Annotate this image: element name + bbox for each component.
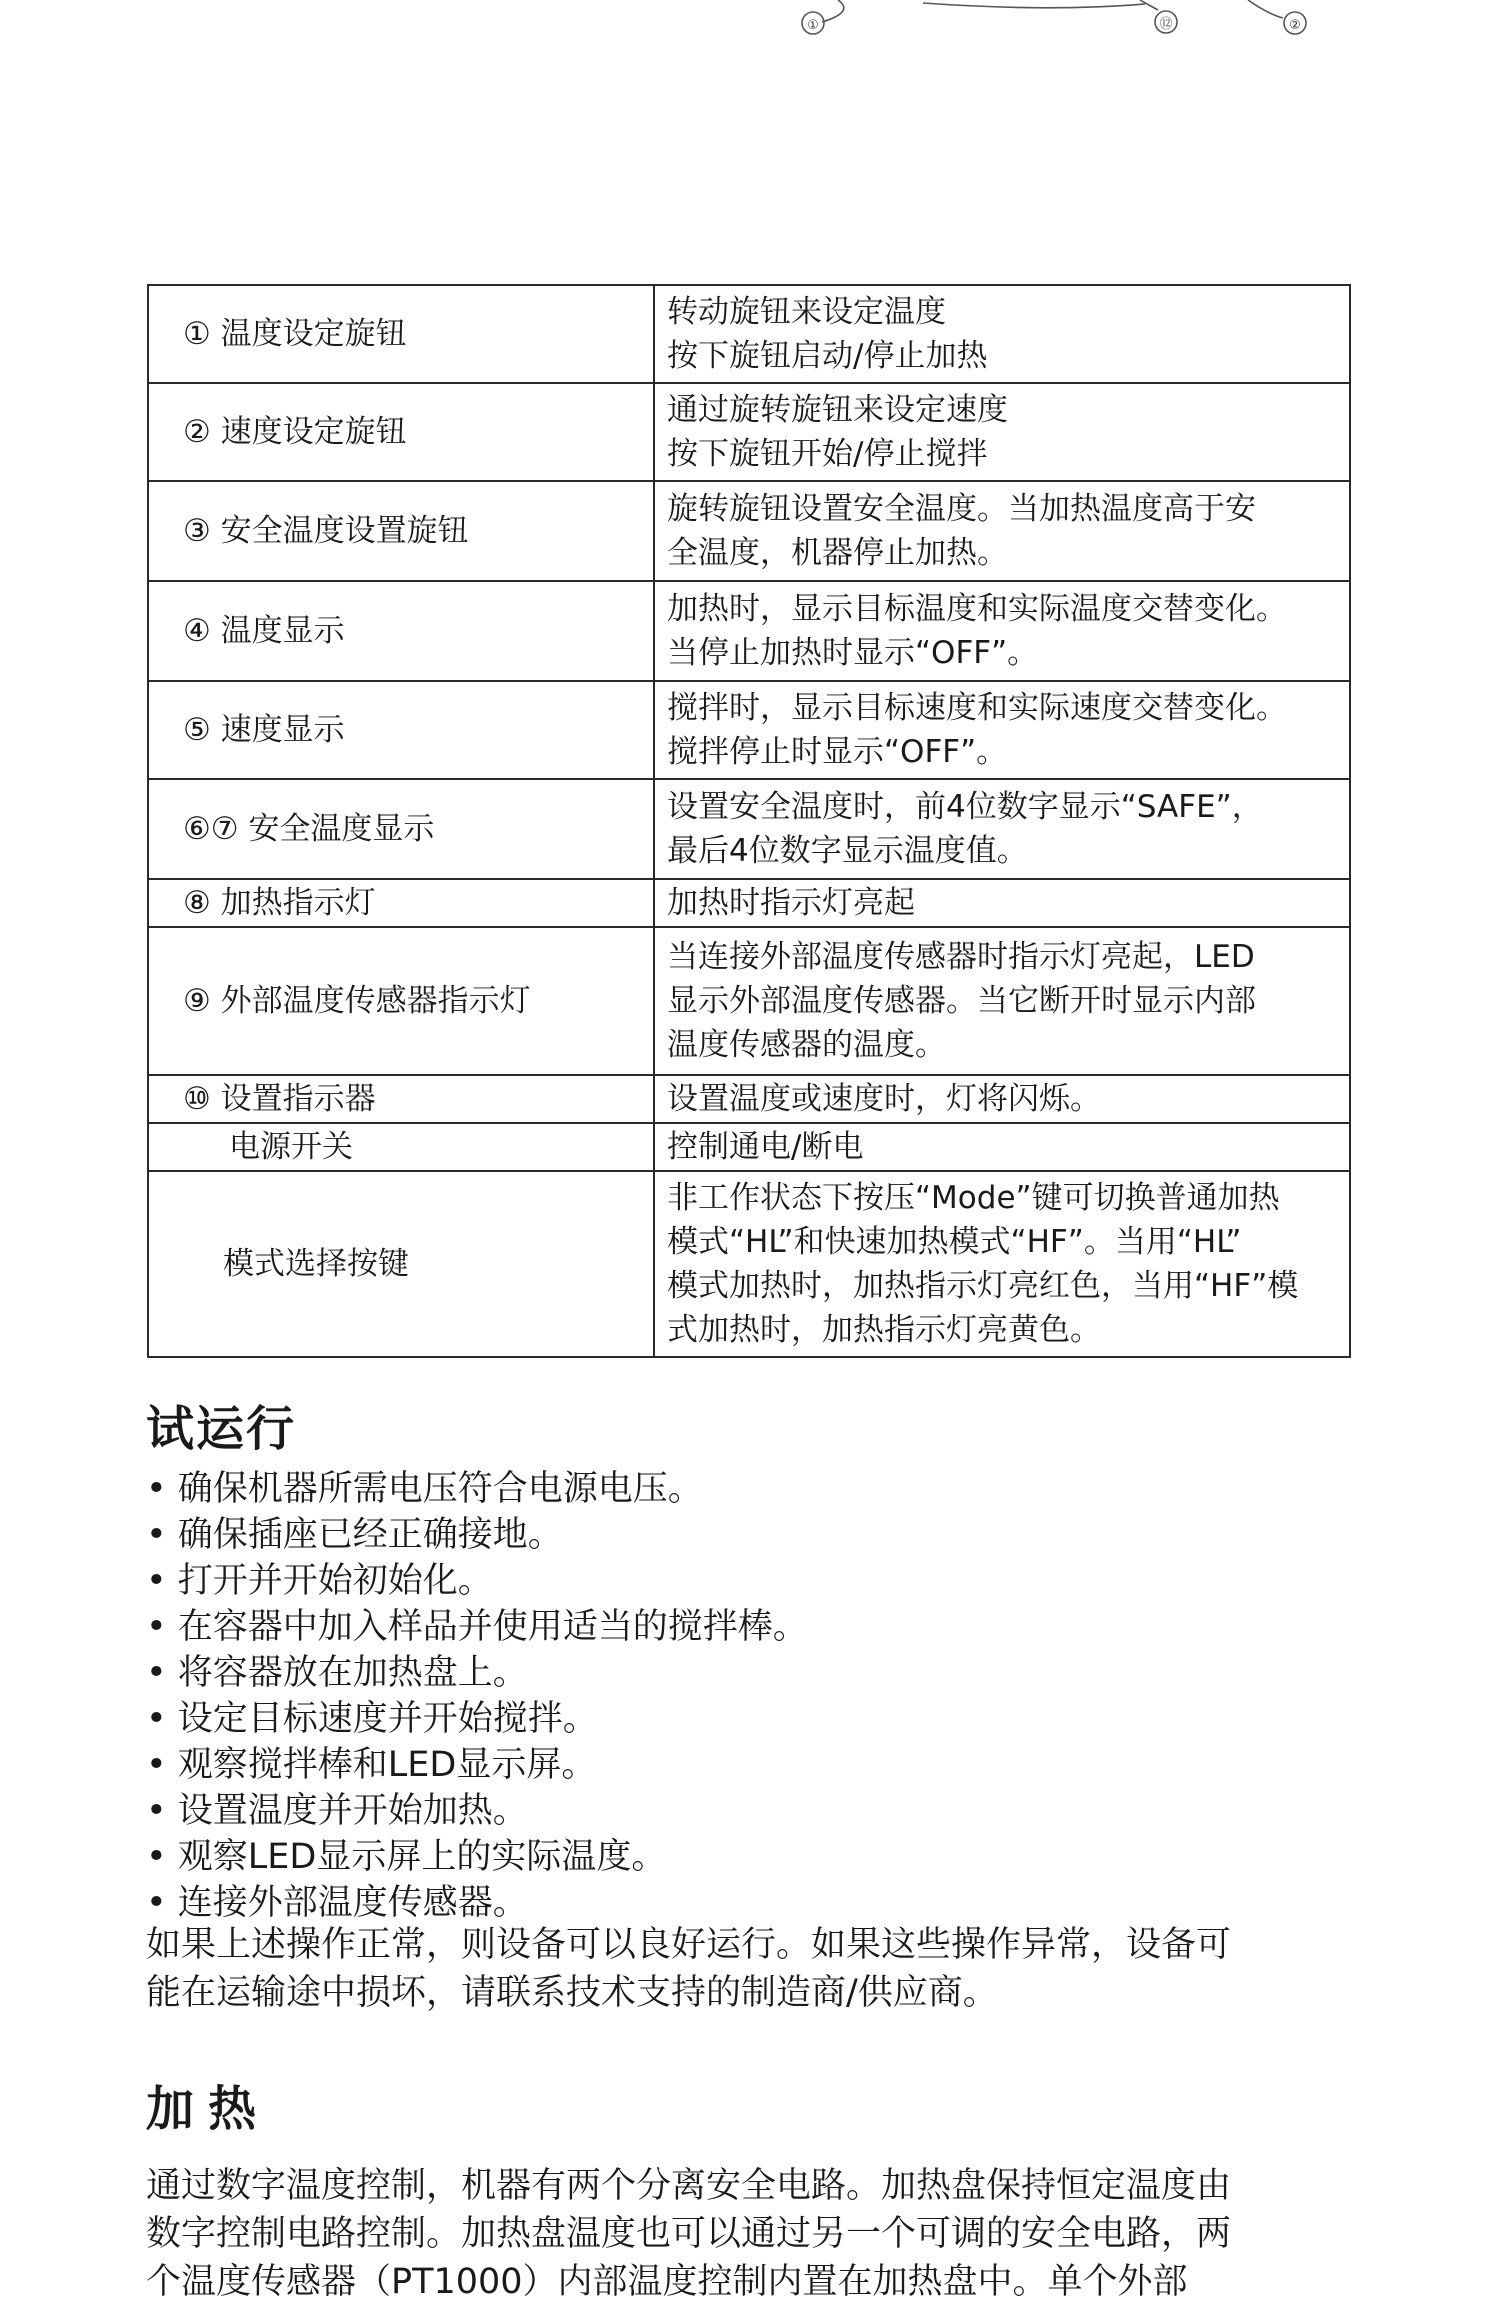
description-line: 式加热时，加热指示灯亮黄色。 [667, 1312, 1101, 1348]
control-description [654, 779, 1350, 879]
description-line: 设置安全温度时，前4位数字显示“SAFE”， [667, 789, 1263, 825]
description-line: 控制通电/断电 [667, 1129, 864, 1165]
table-row [148, 1123, 1350, 1171]
diagram-outline [923, 3, 1145, 8]
control-description [654, 879, 1350, 927]
table-row [148, 879, 1350, 927]
table-row [148, 1075, 1350, 1123]
heating-paragraph [146, 2162, 1231, 2306]
table-row [148, 927, 1350, 1075]
control-name: ④ 温度显示 [148, 581, 654, 681]
description-line: 加热时指示灯亮起 [667, 885, 915, 921]
description-line: 温度传感器的温度。 [667, 1027, 946, 1063]
control-description [654, 383, 1350, 481]
control-description [654, 285, 1350, 383]
description-line: 搅拌时，显示目标速度和实际速度交替变化。 [667, 690, 1287, 726]
control-name: ⑤ 速度显示 [148, 681, 654, 779]
description-line: 通过旋转旋钮来设定速度 [667, 392, 1008, 428]
control-description [654, 1075, 1350, 1123]
paragraph-line: 数字控制电路控制。加热盘温度也可以通过另一个可调的安全电路，两 [146, 2214, 1232, 2254]
table-row [148, 1171, 1350, 1357]
leader-line [1248, 0, 1283, 18]
table-row [148, 779, 1350, 879]
table-row [148, 581, 1350, 681]
control-description [654, 481, 1350, 581]
device-diagram-fragment [0, 0, 1500, 60]
description-line: 非工作状态下按压“Mode”键可切换普通加热 [667, 1180, 1280, 1216]
control-description [654, 1123, 1350, 1171]
description-line: 显示外部温度传感器。当它断开时显示内部 [667, 983, 1256, 1019]
description-line: 设置温度或速度时，灯将闪烁。 [667, 1081, 1101, 1117]
control-name: ③ 安全温度设置旋钮 [148, 481, 654, 581]
table-row [148, 383, 1350, 481]
control-description [654, 581, 1350, 681]
trial-run-note [146, 1921, 1231, 2017]
leader-line [1140, 0, 1158, 10]
paragraph-line: 个温度传感器（PT1000）内部温度控制内置在加热盘中。单个外部 [146, 2262, 1188, 2302]
list-item: • 将容器放在加热盘上。 [146, 1650, 808, 1696]
control-name: ⑥⑦ 安全温度显示 [148, 779, 654, 879]
control-name: 模式选择按键 [148, 1171, 654, 1357]
description-line: 旋转旋钮设置安全温度。当加热温度高于安 [667, 491, 1256, 527]
description-line: 当停止加热时显示“OFF”。 [667, 635, 1039, 671]
list-item: • 确保机器所需电压符合电源电压。 [146, 1466, 808, 1512]
control-name: ① 温度设定旋钮 [148, 285, 654, 383]
table-row [148, 285, 1350, 383]
list-item: • 观察LED显示屏上的实际温度。 [146, 1834, 808, 1880]
control-name: ⑧ 加热指示灯 [148, 879, 654, 927]
list-item: • 确保插座已经正确接地。 [146, 1512, 808, 1558]
leader-line [822, 0, 844, 22]
description-line: 全温度，机器停止加热。 [667, 535, 1008, 571]
heating-heading: 加热 [146, 2081, 271, 2137]
table-row [148, 681, 1350, 779]
description-line: 加热时，显示目标温度和实际温度交替变化。 [667, 591, 1287, 627]
list-item: • 连接外部温度传感器。 [146, 1880, 808, 1926]
control-description [654, 681, 1350, 779]
list-item: • 在容器中加入样品并使用适当的搅拌棒。 [146, 1604, 808, 1650]
list-item: • 设置温度并开始加热。 [146, 1788, 808, 1834]
control-name: ② 速度设定旋钮 [148, 383, 654, 481]
list-item: • 设定目标速度并开始搅拌。 [146, 1696, 808, 1742]
control-name: 电源开关 [148, 1123, 654, 1171]
table-row [148, 481, 1350, 581]
paragraph-line: 能在运输途中损坏，请联系技术支持的制造商/供应商。 [146, 1973, 998, 2013]
description-line: 模式“HL”和快速加热模式“HF”。当用“HL” [667, 1224, 1242, 1260]
control-description [654, 1171, 1350, 1357]
trial-run-heading: 试运行 [146, 1401, 297, 1457]
paragraph-line: 通过数字温度控制，机器有两个分离安全电路。加热盘保持恒定温度由 [146, 2166, 1232, 2206]
control-name: ⑨ 外部温度传感器指示灯 [148, 927, 654, 1075]
description-line: 转动旋钮来设定温度 [667, 294, 946, 330]
controls-table [147, 284, 1351, 1358]
callout-2-label: ② [1289, 18, 1301, 33]
description-line: 按下旋钮开始/停止搅拌 [667, 436, 988, 472]
description-line: 最后4位数字显示温度值。 [667, 833, 1028, 869]
control-name: ⑩ 设置指示器 [148, 1075, 654, 1123]
paragraph-line: 如果上述操作正常，则设备可以良好运行。如果这些操作异常，设备可 [146, 1925, 1232, 1965]
description-line: 当连接外部温度传感器时指示灯亮起，LED [667, 939, 1255, 975]
list-item: • 观察搅拌棒和LED显示屏。 [146, 1742, 808, 1788]
description-line: 按下旋钮启动/停止加热 [667, 338, 988, 374]
description-line: 搅拌停止时显示“OFF”。 [667, 734, 1008, 770]
control-description [654, 927, 1350, 1075]
list-item: • 打开并开始初始化。 [146, 1558, 808, 1604]
description-line: 模式加热时，加热指示灯亮红色，当用“HF”模 [667, 1268, 1299, 1304]
callout-12-label: ⑫ [1159, 17, 1173, 32]
trial-run-steps [146, 1466, 808, 1926]
callout-1-label: ① [807, 18, 819, 33]
